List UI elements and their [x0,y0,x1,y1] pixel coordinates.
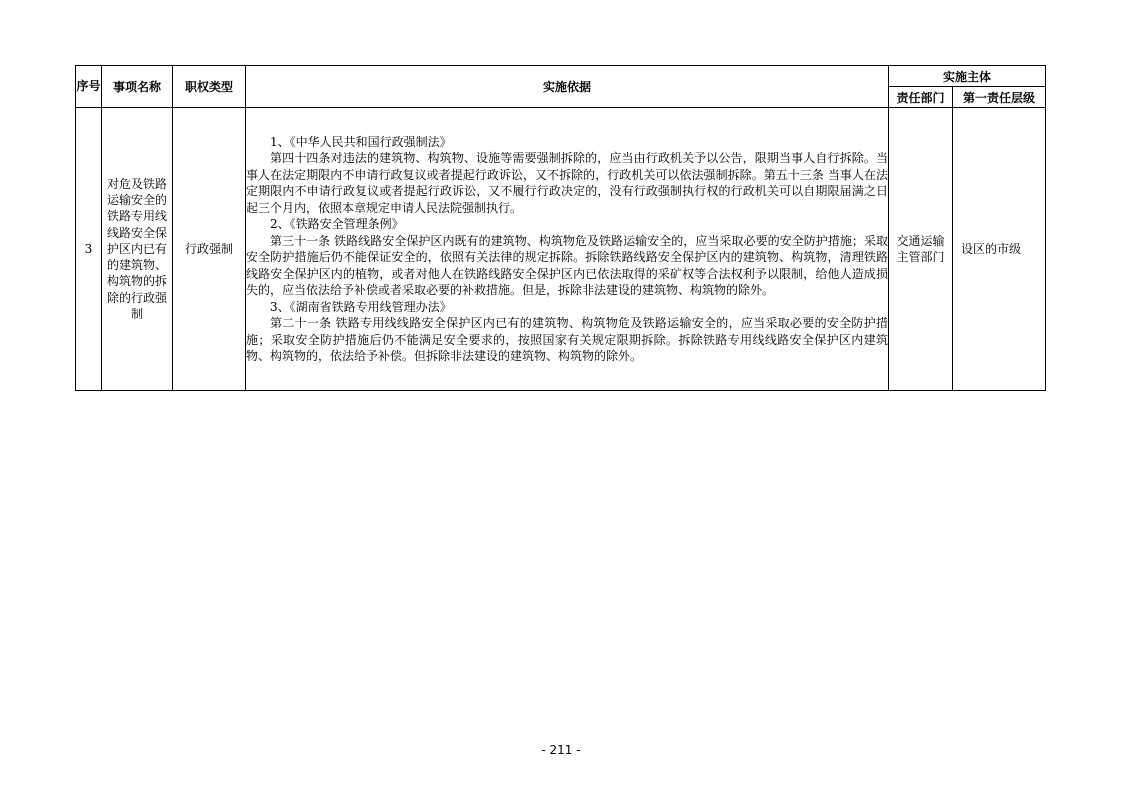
header-seq-label: 序号 [76,79,101,93]
header-seq [76,66,102,108]
header-power-type-label: 职权类型 [184,80,233,94]
basis-2-title: 2、《铁路安全管理条例》 [270,217,404,231]
row-level-text: 设区的市级 [961,241,1022,256]
row-power-type [173,108,246,391]
row-seq-value: 3 [84,241,93,256]
header-dept-label: 责任部门 [896,90,945,105]
header-basis [246,66,889,108]
header-item-name [102,66,173,108]
header-subject [889,66,1046,87]
basis-1-title: 1、《中华人民共和国行政强制法》 [270,134,452,149]
table-row [76,108,1046,391]
header-basis-label: 实施依据 [542,80,591,94]
row-seq [76,108,102,391]
row-item-name [102,108,173,391]
header-item-name-label: 事项名称 [112,80,161,94]
header-level [953,87,1046,108]
header-dept [889,87,953,108]
row-dept-text: 交通运输主管部门 [896,233,945,264]
header-power-type [173,66,246,108]
basis-3-text: 第二十一条 铁路专用线线路安全保护区内已有的建筑物、构筑物危及铁路运输安全的，应当采取必要的安全防护措施；采取安全防护措施后仍不能满足安全要求的，按照国家有关规定限期拆除。拆除铁路专用线线路安全保护区内建筑物、构筑物的，依法给予补偿。但拆除非法建设的建筑物、构筑物的除外。 [246,316,888,363]
header-level-label: 第一责任层级 [963,90,1036,105]
row-power-type-text: 行政强制 [184,241,233,256]
authority-table [75,65,1046,391]
basis-2-text: 第三十一条 铁路线路安全保护区内既有的建筑物、构筑物危及铁路运输安全的，应当采取必要的安全防护措施；采取安全防护措施后仍不能保证安全的，依照有关法律的规定拆除。拆除铁路线路安全保护区内的建筑物、构筑物，清理铁路线路安全保护区内的植物，或者对他人在铁路线路安全保护区内已依法取得的采矿权等合法权利予以限制，给他人造成损失的，应当依法给予补偿或者采取必要的补救措施。但是，拆除非法建设的建筑物、构筑物的除外。 [246,233,888,297]
page-number: - 211 - [541,743,581,757]
basis-1-text: 第四十四条对违法的建筑物、构筑物、设施等需要强制拆除的，应当由行政机关予以公告，限期当事人自行拆除。当事人在法定期限内不申请行政复议或者提起行政诉讼，又不拆除的，行政机关可以依法强制拆除。第五十三条 当事人在法定期限内不申请行政复议或者提起行政诉讼，又不履行行政决定的，没有行政强制执行权的行政机关可以自期限届满之日起三个月内，依照本章规定申请人民法院强制执行。 [246,151,888,215]
basis-3-title: 3、《湖南省铁路专用线管理办法》 [270,299,452,314]
row-item-name-text: 对危及铁路运输安全的铁路专用线线路安全保护区内已有的建筑物、构筑物的拆除的行政强制 [107,177,168,321]
header-subject-label: 实施主体 [943,69,992,84]
row-dept [889,108,953,391]
row-basis [246,108,889,391]
row-level [953,108,1046,391]
